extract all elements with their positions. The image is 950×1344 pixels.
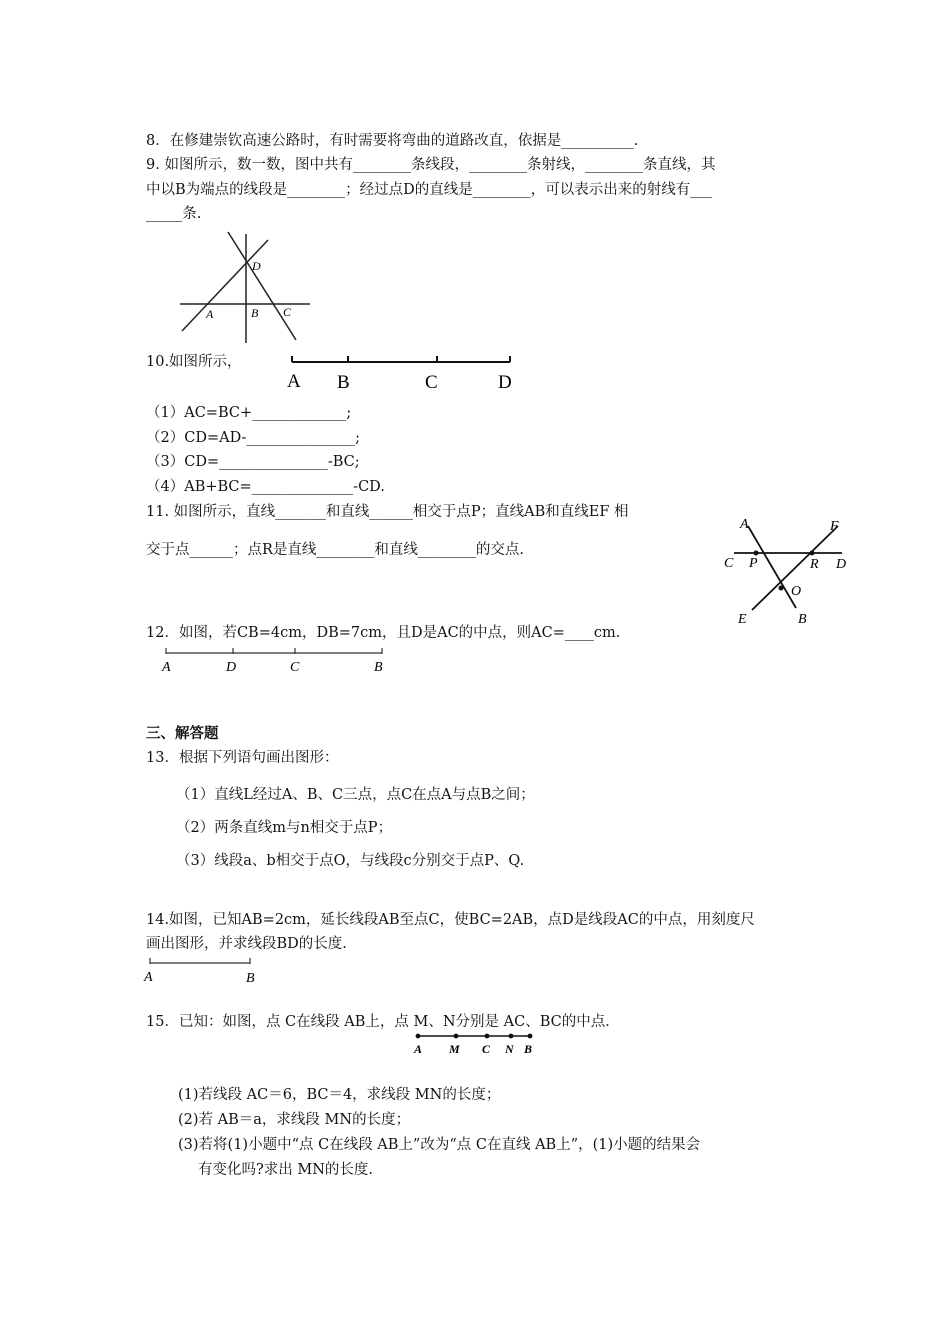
fig11-label-d: D: [836, 557, 847, 572]
question-15-item-3: (3)若将(1)小题中“点 C在线段 AB上”改为“点 C在直线 AB上”，(1)小题的结果会: [178, 1137, 701, 1153]
section-3-heading: 三、解答题: [146, 726, 219, 742]
fig12-label-d: D: [226, 660, 237, 675]
fig9-label-d: D: [252, 259, 261, 273]
fig11-point-p: [754, 551, 759, 556]
question-11-line2: 交于点______；点R是直线________和直线________的交点.: [146, 542, 525, 558]
fig12-label-c: C: [290, 660, 300, 675]
fig15-label-a: A: [414, 1042, 423, 1056]
question-9-line1: 9. 如图所示，数一数，图中共有________条线段，________条射线，________条直线，其: [146, 157, 716, 173]
question-12: 12．如图，若CB=4cm，DB=7cm，且D是AC的中点，则AC=____cm.: [146, 625, 621, 641]
figure-10-diagram: [284, 354, 524, 394]
question-10-item-4: （4）AB+BC=______________-CD.: [146, 479, 385, 495]
question-15-item-1: (1)若线段 AC＝6，BC＝4，求线段 MN的长度；: [178, 1087, 501, 1103]
question-10-intro: 10.如图所示，: [146, 354, 242, 370]
figure-11-diagram: [720, 512, 860, 632]
fig9-line-c: [228, 232, 296, 340]
fig15-point-b: [528, 1034, 533, 1039]
question-11-line1: 11. 如图所示，直线_______和直线______相交于点P；直线AB和直线EF 相: [146, 504, 629, 520]
fig11-label-o: O: [791, 584, 802, 599]
fig15-point-a: [416, 1034, 421, 1039]
fig11-label-c: C: [724, 556, 734, 571]
question-10-item-2: （2）CD=AD-_______________;: [146, 430, 360, 446]
fig15-label-n: N: [505, 1042, 514, 1056]
fig14-label-a: A: [144, 970, 153, 985]
fig10-label-c: C: [425, 372, 438, 393]
question-14-line2: 画出图形，并求线段BD的长度.: [146, 936, 347, 952]
question-15-item-4: 有变化吗?求出 MN的长度.: [198, 1162, 374, 1178]
question-14-line1: 14.如图，已知AB=2cm，延长线段AB至点C，使BC=2AB，点D是线段AC的中点，用刻度尺: [146, 912, 755, 928]
figure-14-diagram: [142, 955, 272, 987]
fig9-label-a: A: [206, 307, 214, 321]
fig10-label-a: A: [287, 371, 301, 392]
fig15-point-c: [485, 1034, 490, 1039]
fig10-label-d: D: [498, 372, 512, 393]
question-10-item-3: （3）CD=_______________-BC;: [146, 454, 360, 470]
fig11-label-r: R: [810, 557, 819, 572]
fig11-label-p: P: [749, 556, 758, 571]
fig12-label-a: A: [162, 660, 171, 675]
figure-12-diagram: [160, 645, 390, 677]
fig9-label-c: C: [283, 305, 292, 319]
question-9-line2: 中以B为端点的线段是________；经过点D的直线是________，可以表示出来的射线有___: [146, 182, 713, 198]
question-13-title: 13．根据下列语句画出图形：: [146, 750, 339, 766]
fig14-label-b: B: [246, 971, 255, 986]
fig15-point-n: [509, 1034, 514, 1039]
fig15-label-b: B: [524, 1042, 533, 1056]
question-15-title: 15．已知：如图，点 C在线段 AB上，点 M、N分别是 AC、BC的中点．: [146, 1014, 620, 1030]
fig11-label-e: E: [738, 612, 747, 627]
fig15-point-m: [454, 1034, 459, 1039]
question-13-item-1: （1）直线L经过A、B、C三点，点C在点A与点B之间；: [176, 787, 535, 803]
fig10-label-b: B: [337, 372, 350, 393]
question-9-line3: _____条.: [146, 206, 202, 222]
question-13-item-2: （2）两条直线m与n相交于点P；: [176, 820, 393, 836]
fig11-point-r: [810, 551, 815, 556]
fig11-label-b: B: [798, 612, 807, 627]
question-15-item-2: (2)若 AB＝a，求线段 MN的长度；: [178, 1112, 411, 1128]
fig12-label-b: B: [374, 660, 383, 675]
question-13-item-3: （3）线段a、b相交于点O，与线段c分别交于点P、Q.: [176, 853, 525, 869]
fig11-point-o: [779, 586, 784, 591]
question-8: 8．在修建崇钦高速公路时，有时需要将弯曲的道路改直，依据是__________.: [146, 133, 639, 149]
fig15-label-m: M: [449, 1042, 460, 1056]
fig9-label-b: B: [251, 306, 259, 320]
figure-15-diagram: [410, 1030, 540, 1058]
fig11-label-f: F: [830, 519, 839, 534]
figure-9-diagram: [170, 228, 320, 348]
fig11-label-a: A: [740, 517, 749, 532]
fig15-label-c: C: [482, 1042, 491, 1056]
question-10-item-1: （1）AC=BC+_____________;: [146, 405, 352, 421]
